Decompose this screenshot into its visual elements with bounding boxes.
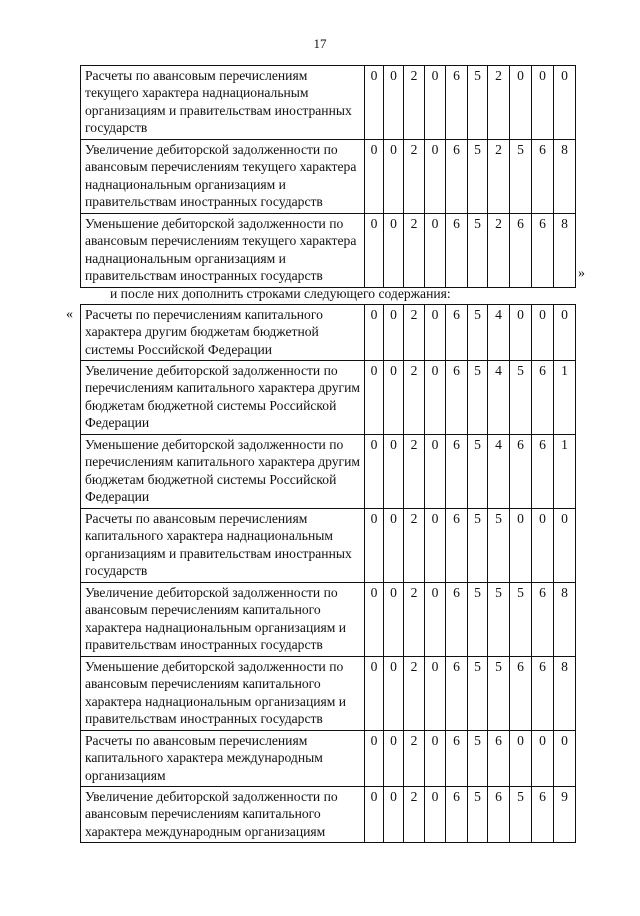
code-digit: 0 xyxy=(532,305,554,361)
code-digit: 0 xyxy=(510,731,532,787)
code-digit: 0 xyxy=(532,731,554,787)
code-digit: 0 xyxy=(510,305,532,361)
code-digit: 5 xyxy=(468,731,488,787)
account-codes-table-bottom xyxy=(80,304,576,843)
code-digit: 0 xyxy=(425,66,446,140)
code-digit: 0 xyxy=(384,509,404,583)
code-digit: 0 xyxy=(384,214,404,288)
page-number: 17 xyxy=(313,36,327,51)
code-digit: 2 xyxy=(404,361,425,435)
code-digit: 0 xyxy=(384,361,404,435)
code-digit: 5 xyxy=(510,787,532,843)
code-digit: 0 xyxy=(532,66,554,140)
code-digit: 4 xyxy=(488,305,510,361)
code-digit: 6 xyxy=(532,657,554,731)
code-digit: 0 xyxy=(425,214,446,288)
code-digit: 6 xyxy=(446,361,468,435)
code-digit: 5 xyxy=(468,435,488,509)
code-digit: 5 xyxy=(488,583,510,657)
code-digit: 0 xyxy=(365,305,384,361)
code-digit: 4 xyxy=(488,435,510,509)
code-digit: 6 xyxy=(488,787,510,843)
code-digit: 5 xyxy=(468,214,488,288)
table-row xyxy=(81,787,576,843)
code-digit: 0 xyxy=(425,583,446,657)
row-description: Расчеты по авансовым перечислениям капитального характера международным организациям xyxy=(81,731,365,787)
table-row xyxy=(81,140,576,214)
row-description: Уменьшение дебиторской задолженности по перечислениям капитального характера другим бюджетам бюджетной системы Российской Федерации xyxy=(81,435,365,509)
code-digit: 5 xyxy=(468,305,488,361)
code-digit: 6 xyxy=(446,214,468,288)
code-digit: 6 xyxy=(446,140,468,214)
code-digit: 8 xyxy=(554,140,576,214)
code-digit: 5 xyxy=(468,583,488,657)
code-digit: 6 xyxy=(446,657,468,731)
code-digit: 0 xyxy=(365,361,384,435)
row-description: Увеличение дебиторской задолженности по авансовым перечислениям капитального характера международным организациям xyxy=(81,787,365,843)
code-digit: 0 xyxy=(425,305,446,361)
code-digit: 6 xyxy=(532,435,554,509)
code-digit: 0 xyxy=(384,787,404,843)
table-row xyxy=(81,361,576,435)
code-digit: 0 xyxy=(365,66,384,140)
code-digit: 0 xyxy=(425,509,446,583)
code-digit: 2 xyxy=(404,657,425,731)
code-digit: 2 xyxy=(404,214,425,288)
code-digit: 6 xyxy=(446,66,468,140)
code-digit: 2 xyxy=(404,787,425,843)
code-digit: 2 xyxy=(404,583,425,657)
code-digit: 4 xyxy=(488,361,510,435)
code-digit: 0 xyxy=(532,509,554,583)
code-digit: 0 xyxy=(384,66,404,140)
code-digit: 6 xyxy=(532,787,554,843)
code-digit: 2 xyxy=(488,66,510,140)
code-digit: 5 xyxy=(468,361,488,435)
table-row xyxy=(81,66,576,140)
code-digit: 5 xyxy=(468,140,488,214)
row-description: Расчеты по авансовым перечислениям капитального характера наднациональным организациям и правительствам иностранных государств xyxy=(81,509,365,583)
code-digit: 2 xyxy=(404,305,425,361)
code-digit: 2 xyxy=(404,435,425,509)
opening-quote: « xyxy=(66,307,73,322)
code-digit: 2 xyxy=(404,509,425,583)
code-digit: 2 xyxy=(404,731,425,787)
code-digit: 0 xyxy=(384,305,404,361)
code-digit: 0 xyxy=(510,509,532,583)
code-digit: 2 xyxy=(404,140,425,214)
code-digit: 0 xyxy=(425,140,446,214)
code-digit: 0 xyxy=(365,509,384,583)
code-digit: 6 xyxy=(532,214,554,288)
table-row xyxy=(81,435,576,509)
code-digit: 0 xyxy=(554,305,576,361)
code-digit: 6 xyxy=(446,787,468,843)
table-row xyxy=(81,214,576,288)
table-row xyxy=(81,509,576,583)
row-description: Уменьшение дебиторской задолженности по авансовым перечислениям капитального характера наднациональным организациям и правительствам иностранных государств xyxy=(81,657,365,731)
code-digit: 5 xyxy=(468,66,488,140)
code-digit: 6 xyxy=(510,657,532,731)
code-digit: 0 xyxy=(425,435,446,509)
code-digit: 0 xyxy=(384,140,404,214)
code-digit: 5 xyxy=(468,657,488,731)
code-digit: 0 xyxy=(365,435,384,509)
code-digit: 6 xyxy=(532,583,554,657)
table-row xyxy=(81,305,576,361)
code-digit: 0 xyxy=(510,66,532,140)
code-digit: 0 xyxy=(365,657,384,731)
account-codes-table-top xyxy=(80,65,576,288)
code-digit: 0 xyxy=(425,657,446,731)
code-digit: 6 xyxy=(532,140,554,214)
code-digit: 1 xyxy=(554,435,576,509)
code-digit: 0 xyxy=(365,731,384,787)
code-digit: 5 xyxy=(510,140,532,214)
code-digit: 0 xyxy=(365,214,384,288)
code-digit: 2 xyxy=(488,140,510,214)
code-digit: 9 xyxy=(554,787,576,843)
code-digit: 2 xyxy=(404,66,425,140)
code-digit: 0 xyxy=(425,787,446,843)
intro-text: и после них дополнить строками следующего содержания: xyxy=(110,286,451,301)
row-description: Увеличение дебиторской задолженности по авансовым перечислениям капитального характера наднациональным организациям и правительствам иностранных государств xyxy=(81,583,365,657)
code-digit: 0 xyxy=(554,66,576,140)
code-digit: 8 xyxy=(554,583,576,657)
code-digit: 6 xyxy=(532,361,554,435)
code-digit: 0 xyxy=(384,583,404,657)
code-digit: 8 xyxy=(554,214,576,288)
table-row xyxy=(81,731,576,787)
code-digit: 6 xyxy=(510,214,532,288)
row-description: Расчеты по авансовым перечислениям текущего характера наднациональным организациям и правительствам иностранных государств xyxy=(81,66,365,140)
code-digit: 0 xyxy=(384,657,404,731)
code-digit: 5 xyxy=(488,657,510,731)
row-description: Увеличение дебиторской задолженности по авансовым перечислениям текущего характера наднациональным организациям и правительствам иностранных государств xyxy=(81,140,365,214)
code-digit: 0 xyxy=(425,731,446,787)
code-digit: 0 xyxy=(365,583,384,657)
code-digit: 0 xyxy=(384,435,404,509)
code-digit: 6 xyxy=(488,731,510,787)
code-digit: 6 xyxy=(446,435,468,509)
table-row xyxy=(81,657,576,731)
row-description: Расчеты по перечислениям капитального характера другим бюджетам бюджетной системы Российской Федерации xyxy=(81,305,365,361)
code-digit: 0 xyxy=(365,140,384,214)
code-digit: 0 xyxy=(384,731,404,787)
code-digit: 5 xyxy=(510,583,532,657)
row-description: Уменьшение дебиторской задолженности по авансовым перечислениям текущего характера наднациональным организациям и правительствам иностранных государств xyxy=(81,214,365,288)
code-digit: 0 xyxy=(554,509,576,583)
code-digit: 5 xyxy=(468,509,488,583)
code-digit: 8 xyxy=(554,657,576,731)
code-digit: 6 xyxy=(446,509,468,583)
code-digit: 0 xyxy=(554,731,576,787)
table-row xyxy=(81,583,576,657)
code-digit: 1 xyxy=(554,361,576,435)
code-digit: 6 xyxy=(510,435,532,509)
code-digit: 0 xyxy=(425,361,446,435)
code-digit: 6 xyxy=(446,731,468,787)
closing-quote: » xyxy=(578,266,585,281)
code-digit: 0 xyxy=(365,787,384,843)
code-digit: 5 xyxy=(510,361,532,435)
code-digit: 2 xyxy=(488,214,510,288)
row-description: Увеличение дебиторской задолженности по перечислениям капитального характера другим бюджетам бюджетной системы Российской Федерации xyxy=(81,361,365,435)
code-digit: 6 xyxy=(446,583,468,657)
code-digit: 6 xyxy=(446,305,468,361)
code-digit: 5 xyxy=(488,509,510,583)
code-digit: 5 xyxy=(468,787,488,843)
